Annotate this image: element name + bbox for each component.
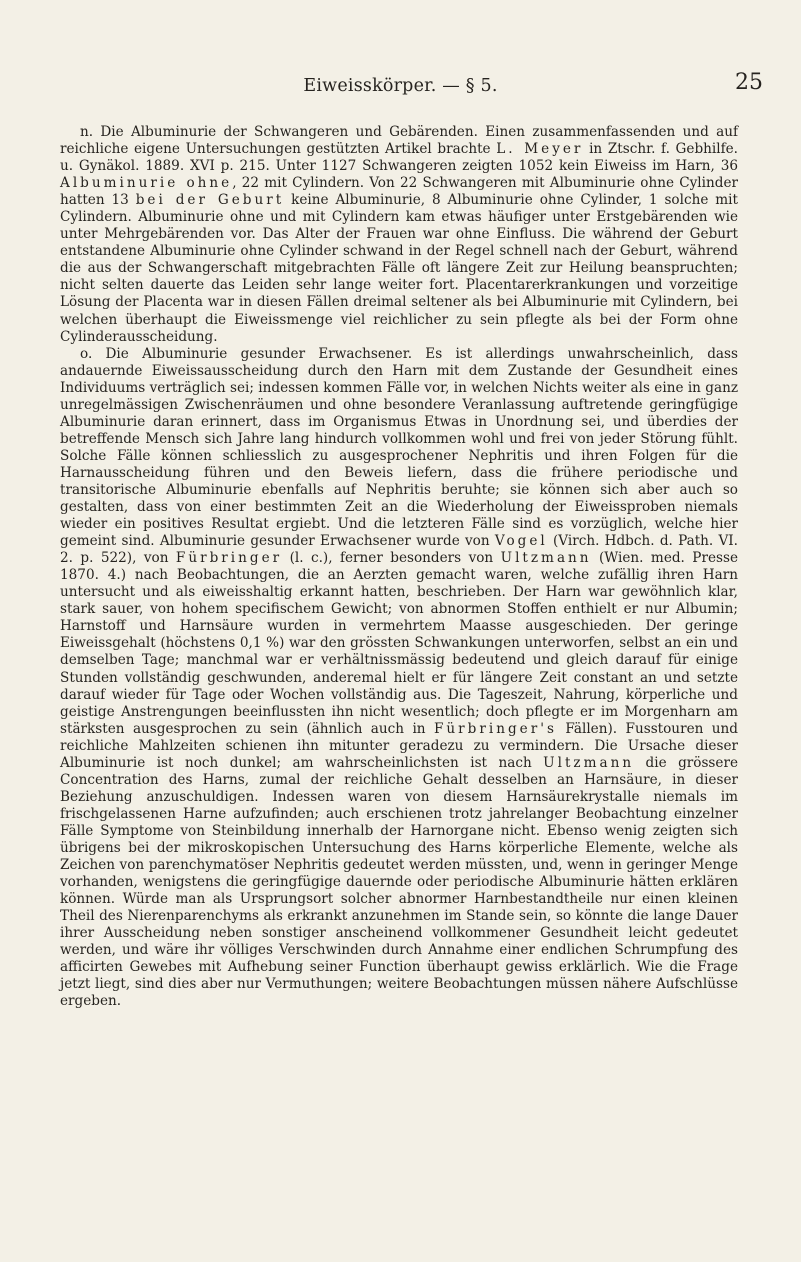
- spaced-name: Ultzmann: [500, 550, 592, 567]
- running-head: Eiweisskörper. — § 5.: [303, 76, 498, 96]
- text-run: in Ztschr. f. Gebhilfe. u. Gynäkol. 1889. XVI p. 215. Unter 1127 Schwangeren zeigten 1052 kein Eiweiss im Harn, 36: [60, 141, 739, 175]
- text-run: o. Die Albuminurie gesunder Erwachsener. Es ist allerdings unwahrscheinlich, dass andauernde Eiweissausscheidung durch den Harn mit dem Zustande der Gesundheit eines Individuums verträglich sei; indessen kommen Fälle vor, in welchen Nichts weiter als eine in ganz unregelmässigen Zwischenräumen und ohne besondere Veranlassung auftretende geringfügige Albuminurie daran erinnert, dass im Organismus Etwas in Unordnung sei, und überdies der betreffende Mensch sich Jahre lang hindurch vollkommen wohl und frei von jeder Störung fühlt. Solche Fälle können schliesslich zu ausgesprochener Nephritis und ihren Folgen für die Harnausscheidung führen und den Beweis liefern, dass die frühere periodische und transitorische Albuminurie ebenfalls auf Nephritis beruhte; sie können sich aber auch so gestalten, dass von einer bestimmten Zeit an die Wiederholung der Eiweissproben niemals wieder ein positives Resultat ergiebt. Und die letzteren Fälle sind es vorzüglich, welche hier gemeint sind. Albuminurie gesunder Erwachsener wurde von: [60, 345, 738, 550]
- spaced-name: Fürbringer: [175, 550, 283, 567]
- paragraph-n: [60, 124, 738, 346]
- text-run: die grössere Concentration des Harns, zumal der reichliche Gehalt desselben an Harnsäure, in dieser Beziehung anzuschuldigen. Indessen waren von diesem Harnsäurekrystalle niemals im frischgelassenen Harne aufzufinden; auch erschienen trotz jahrelanger Beobachtung einzelner Fälle Symptome von Steinbildung innerhalb der Harnorgane nicht. Ebenso wenig zeigten sich übrigens bei der mikroskopischen Untersuchung des Harns körperliche Elemente, welche als Zeichen von parenchymatöser Nephritis gedeutet werden müssten, und, wenn in geringer Menge vorhanden, wenigstens die geringfügige dauernde oder periodische Albuminurie hätten erklären können. Würde man als Ursprungsort solcher abnormer Harnbestandtheile nur einen kleinen Theil des Nierenparenchyms als erkrankt anzunehmen im Stande sein, so könnte die lange Dauer ihrer Ausscheidung neben sonstiger anscheinend vollkommener Gesundheit leicht gedeutet werden, und wäre ihr völliges Verschwinden durch Annahme einer endlichen Schrumpfung des afficirten Gewebes mit Aufhebung seiner Function überhaupt gewiss erklärlich. Wie die Frage jetzt liegt, sind dies aber nur Vermuthungen; weitere Beobachtungen müssen nähere Aufschlüsse ergeben.: [60, 754, 738, 1010]
- page-number: 25: [735, 70, 763, 95]
- spaced-name: Ultzmann: [543, 754, 635, 771]
- spaced-name: Albuminurie ohne: [60, 175, 233, 192]
- text-run: , 22 mit Cylindern. Von 22 Schwangeren mit Albuminurie ohne Cylinder hatten 13: [60, 175, 738, 209]
- text-run: n. Die Albuminurie der Schwangeren und Gebärenden. Einen zusammenfassenden und auf reichliche eigene Untersuchungen gestützten Artikel brachte: [60, 124, 738, 158]
- spaced-name: bei der Geburt: [135, 192, 285, 209]
- text-run: (Virch. Hdbch. d. Path. VI. 2. p. 522), von: [60, 533, 739, 567]
- text-run: keine Albuminurie, 8 Albuminurie ohne Cylinder, 1 solche mit Cylindern. Albuminurie ohne und mit Cylindern kam etwas häufiger unter Erstgebärenden wie unter Mehrgebärenden vor. Das Alter der Frauen war ohne Einfluss. Die während der Geburt entstandene Albuminurie ohne Cylinder schwand in der Regel schnell nach der Geburt, während die aus der Schwangerschaft mitgebrachten Fälle oft längere Zeit zur Heilung beanspruchten; nicht selten dauerte das Leiden sehr lange weiter fort. Placentarerkrankungen und vorzeitige Lösung der Placenta war in diesen Fällen dreimal seltener als bei Albuminurie mit Cylindern, bei welchen überhaupt die Eiweissmenge viel reichlicher zu sein pflegte als bei der Form ohne Cylinderausscheidung.: [60, 192, 738, 345]
- text-run: (Wien. med. Presse 1870. 4.) nach Beobachtungen, die an Aerzten gemacht waren, welche zufällig ihren Harn untersucht und als eiweisshaltig erkannt hatten, beschrieben. Der Harn war gewöhnlich klar, stark sauer, von hohem specifischem Gewicht; von abnormen Stoffen enthielt er nur Albumin; Harnstoff und Harnsäure wurden in vermehrtem Maasse ausgeschieden. Der geringe Eiweissgehalt (höchstens 0,1 %) war den grössten Schwankungen unterworfen, selbst an ein und demselben Tage; manchmal war er verhältnissmässig bedeutend und gleich darauf für einige Stunden vollständig geschwunden, anderemal hielt er für längere Zeit constant an und setzte darauf wieder für Tage oder Wochen vollständig aus. Die Tageszeit, Nahrung, körperliche und geistige Anstrengungen beeinflussten ihn nicht wesentlich; doch pflegte er im Morgenharn am stärksten ausgesprochen zu sein (ähnlich auch in: [60, 550, 738, 737]
- paragraph-o: [60, 346, 738, 1011]
- spaced-name: L. Meyer: [496, 141, 584, 158]
- text-run: Fällen). Fusstouren und reichliche Mahlzeiten schienen ihn mitunter geradezu zu vermindern. Die Ursache dieser Albuminurie ist noch dunkel; am wahrscheinlichsten ist nach: [60, 720, 739, 771]
- text-run: (l. c.), ferner besonders von: [282, 550, 501, 567]
- spaced-name: Fürbringer's: [433, 720, 557, 737]
- body-text: [60, 124, 738, 1010]
- spaced-name: Vogel: [494, 533, 548, 550]
